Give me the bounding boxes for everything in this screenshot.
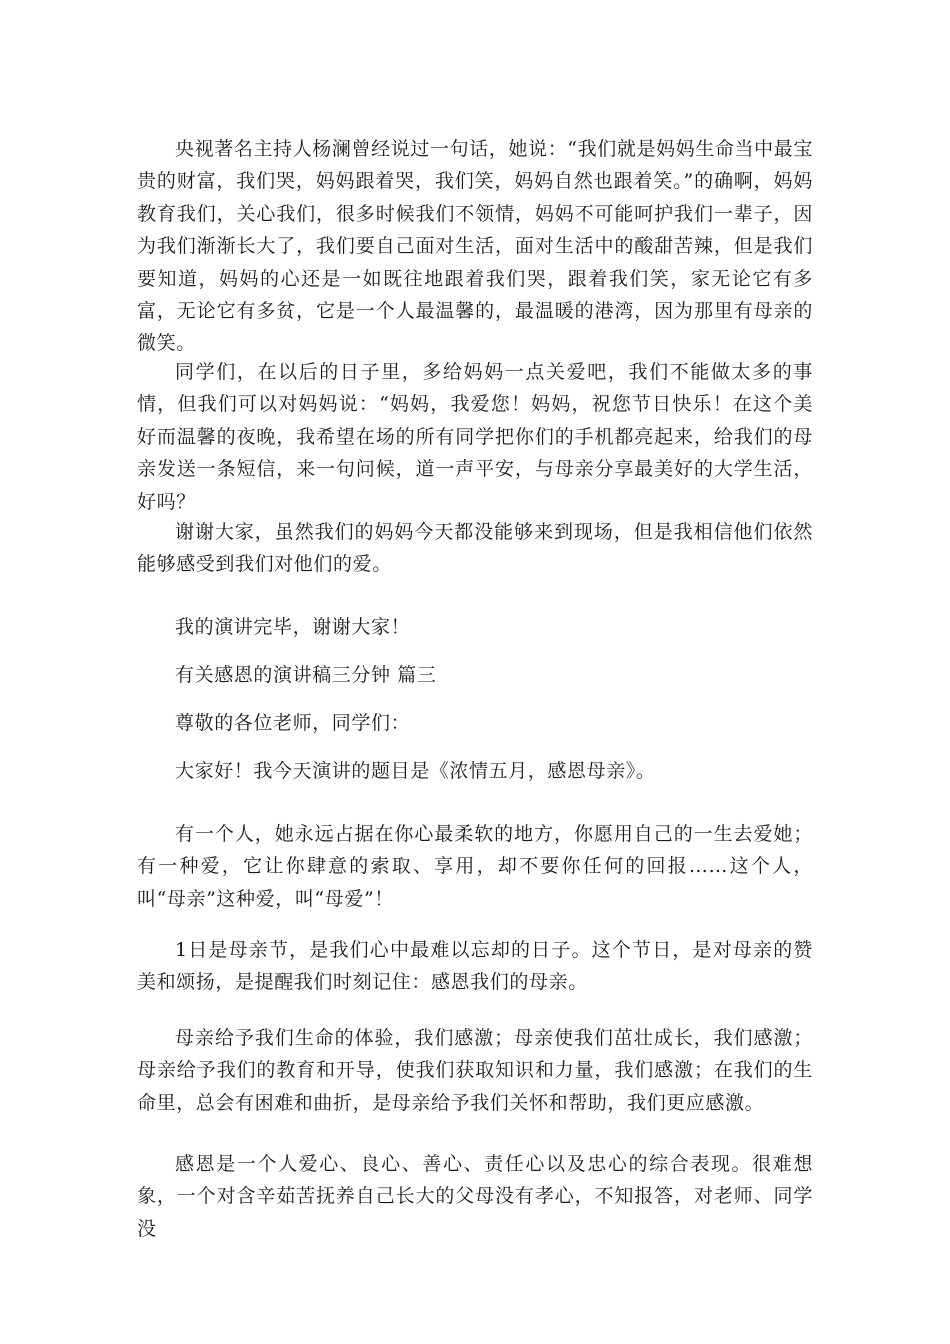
paragraph-mother-love: 有一个人，她永远占据在你心最柔软的地方，你愿用自己的一生去爱她；有一种爱，它让你肆意的索取、享用，却不要你任何的回报……这个人，叫“母亲”这种爱，叫“母爱”！ (137, 823, 813, 910)
paragraph-mothers-day: 1日是母亲节，是我们心中最难以忘却的日子。这个节日，是对母亲的赞美和颂扬，是提醒我们时刻记住：感恩我们的母亲。 (137, 939, 813, 994)
paragraph-thanks-everyone: 谢谢大家，虽然我们的妈妈今天都没能够来到现场，但是我相信他们依然能够感受到我们对他们的爱。 (137, 521, 813, 576)
paragraph-salutation: 尊敬的各位老师，同学们： (175, 712, 411, 734)
paragraph-classmates-appeal: 同学们，在以后的日子里，多给妈妈一点关爱吧，我们不能做太多的事情，但我们可以对妈妈说：“妈妈，我爱您！妈妈，祝您节日快乐！在这个美好而温馨的夜晚，我希望在场的所有同学把你们的手机都亮起来，给我们的母亲发送一条短信，来一句问候，道一声平安，与母亲分享最美好的大学生活，好吗？ (137, 361, 813, 513)
paragraph-yang-lan-quote: 央视著名主持人杨澜曾经说过一句话，她说：“我们就是妈妈生命当中最宝贵的财富，我们哭，妈妈跟着哭，我们笑，妈妈自然也跟着笑。”的确啊，妈妈教育我们，关心我们，很多时候我们不领情，妈妈不可能呵护我们一辈子，因为我们渐渐长大了，我们要自己面对生活，面对生活中的酸甜苦辣，但是我们要知道，妈妈的心还是一如既往地跟着我们哭，跟着我们笑，家无论它有多富，无论它有多贫，它是一个人最温馨的，最温暖的港湾，因为那里有母亲的微笑。 (137, 138, 813, 355)
paragraph-speech-end: 我的演讲完毕，谢谢大家！ (175, 616, 411, 638)
section-heading: 有关感恩的演讲稿三分钟 篇三 (175, 664, 437, 686)
paragraph-greeting: 大家好！我今天演讲的题目是《浓情五月，感恩母亲》。 (175, 760, 656, 782)
paragraph-gratitude-definition: 感恩是一个人爱心、良心、善心、责任心以及忠心的综合表现。很难想象，一个对含辛茹苦抚养自己长大的父母没有孝心，不知报答，对老师、同学没 (137, 1153, 813, 1240)
paragraph-gratitude-list: 母亲给予我们生命的体验，我们感激；母亲使我们茁壮成长，我们感激；母亲给予我们的教育和开导，使我们获取知识和力量，我们感激；在我们的生命里，总会有困难和曲折，是母亲给予我们关怀和帮助，我们更应感激。 (137, 1027, 813, 1114)
